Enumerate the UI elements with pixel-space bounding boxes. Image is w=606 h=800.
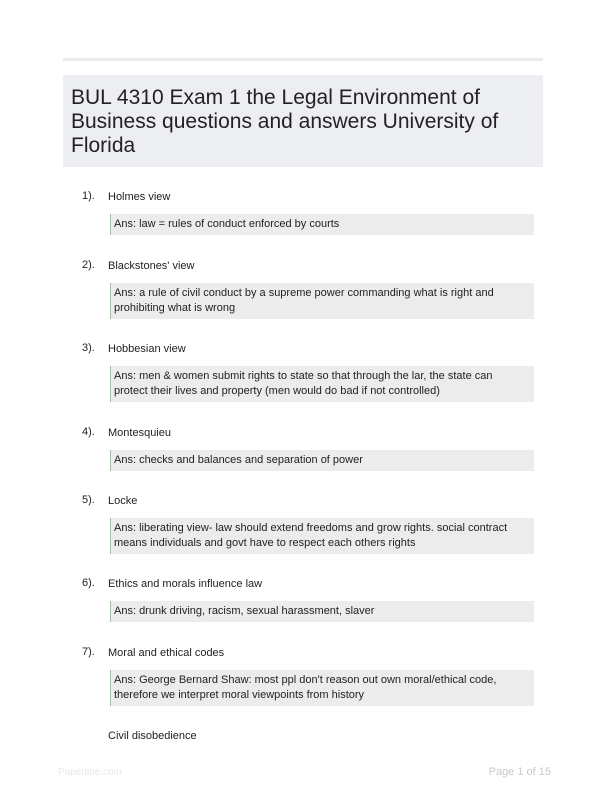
answer-box: Ans: a rule of civil conduct by a supreme power commanding what is right and prohibiting what is wrong	[110, 283, 534, 319]
answer-box: Ans: checks and balances and separation of power	[110, 450, 534, 471]
answer-box: Ans: liberating view- law should extend freedoms and grow rights. social contract means individuals and govt have to respect each others rights	[110, 518, 534, 554]
question-text: Locke	[108, 495, 138, 507]
question-text: Montesquieu	[108, 427, 171, 439]
answer-box: Ans: men & women submit rights to state so that through the lar, the state can protect their lives and property (men would do bad if not controlled)	[110, 366, 534, 402]
question-number: 5).	[82, 494, 95, 506]
answer-box: Ans: George Bernard Shaw: most ppl don't reason out own moral/ethical code, therefore we interpret moral viewpoints from history	[110, 670, 534, 706]
top-divider	[63, 58, 543, 61]
question-number: 7).	[82, 646, 95, 658]
question-text: Holmes view	[108, 191, 171, 203]
question-text: Moral and ethical codes	[108, 647, 225, 659]
question-text: Blackstones' view	[108, 260, 195, 272]
page-number: Page 1 of 15	[488, 766, 551, 778]
question-number: 6).	[82, 577, 95, 589]
question-text: Ethics and morals influence law	[108, 578, 263, 590]
title-banner	[63, 75, 543, 167]
question-number: 1).	[82, 190, 95, 202]
question-text: Civil disobedience	[108, 730, 197, 742]
question-number: 4).	[82, 426, 95, 438]
answer-box: Ans: law = rules of conduct enforced by courts	[110, 214, 534, 235]
question-text: Hobbesian view	[108, 343, 186, 355]
question-number: 2).	[82, 259, 95, 271]
answer-box: Ans: drunk driving, racism, sexual harassment, slaver	[110, 601, 534, 622]
question-number: 3).	[82, 342, 95, 354]
footer-watermark: Paperlibe.com	[58, 767, 122, 778]
document-title: BUL 4310 Exam 1 the Legal Environment of Business questions and answers University of Florida	[71, 86, 499, 157]
